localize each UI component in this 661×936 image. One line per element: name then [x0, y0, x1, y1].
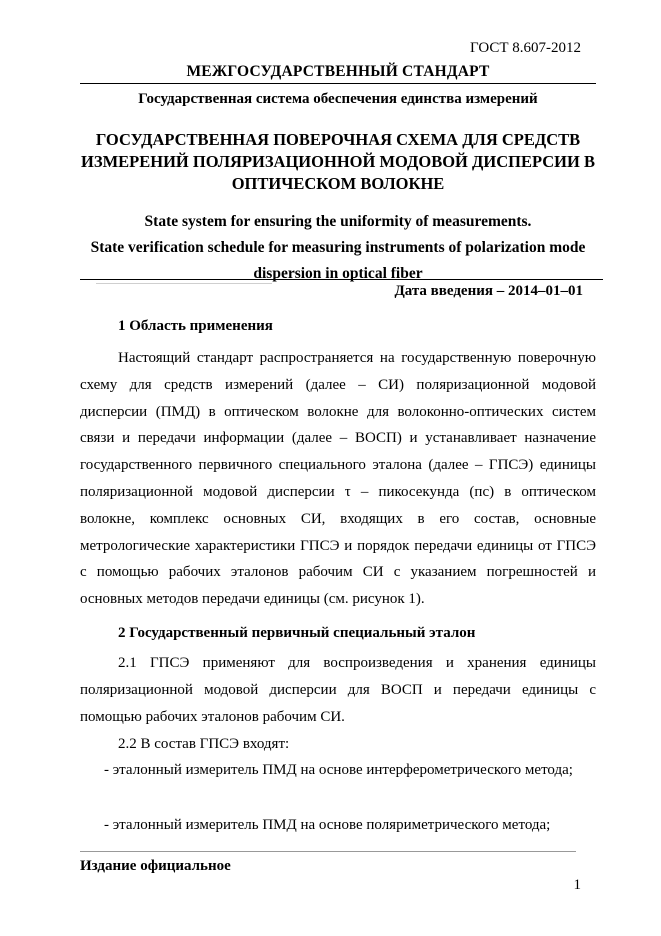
document-title-ru — [80, 129, 596, 195]
title-divider — [80, 279, 603, 280]
edition-note: Издание официальное — [80, 858, 231, 874]
introduction-date: Дата введения – 2014–01–01 — [394, 283, 583, 299]
paragraph-2-1: 2.1 ГПСЭ применяют для воспроизведения и хранения единицы поляризационной модовой дисперсии для ВОСП и передачи единицы с помощью рабочих эталонов рабочим СИ. — [80, 655, 596, 725]
title-ru-line: ИЗМЕРЕНИЙ ПОЛЯРИЗАЦИОННОЙ МОДОВОЙ ДИСПЕРСИИ В — [81, 152, 595, 171]
title-ru-line: ГОСУДАРСТВЕННАЯ ПОВЕРОЧНАЯ СХЕМА ДЛЯ СРЕДСТВ — [95, 130, 581, 149]
title-en-line: dispersion in optical fiber — [253, 265, 423, 282]
title-en-line: State verification schedule for measuring instruments of polarization mode — [90, 239, 586, 256]
document-title-en — [60, 209, 616, 287]
paragraph-2-2: 2.2 В состав ГПСЭ входят: — [118, 736, 290, 752]
page-number: 1 — [573, 877, 581, 893]
standard-type: МЕЖГОСУДАРСТВЕННЫЙ СТАНДАРТ — [186, 63, 490, 80]
title-en-line: State system for ensuring the uniformity of measurements. — [144, 213, 532, 230]
footer-divider — [80, 851, 576, 852]
list-item: - эталонный измеритель ПМД на основе поляриметрического метода; — [104, 817, 551, 833]
document-code: ГОСТ 8.607-2012 — [470, 40, 581, 56]
header-divider — [80, 83, 596, 84]
title-ru-line: ОПТИЧЕСКОМ ВОЛОКНЕ — [231, 174, 445, 193]
section-1-heading: 1 Область применения — [118, 318, 273, 334]
section-1-paragraph: Настоящий стандарт распространяется на государственную поверочную схему для средств измерений (далее – СИ) поляризационной модовой дисперсии (ПМД) в оптическом волокне для волоконно-оптических систем связи и передачи информации (далее – ВОСП) и устанавливает назначение государственного первичного специального эталона (далее – ГПСЭ) единицы поляризационной модовой дисперсии τ – пикосекунда (пс) в оптическом волокне, комплекс основных СИ, входящих в его состав, основные метрологические характеристики ГПСЭ и порядок передачи единицы от ГПСЭ с помощью рабочих эталонов рабочим СИ с указанием погрешностей и основных методов передачи единицы (см. рисунок 1). — [80, 350, 596, 608]
list-item: - эталонный измеритель ПМД на основе интерферометрического метода; — [104, 762, 573, 778]
faint-divider — [96, 283, 272, 284]
system-line: Государственная система обеспечения единства измерений — [138, 91, 538, 107]
section-2-heading: 2 Государственный первичный специальный эталон — [118, 625, 476, 641]
